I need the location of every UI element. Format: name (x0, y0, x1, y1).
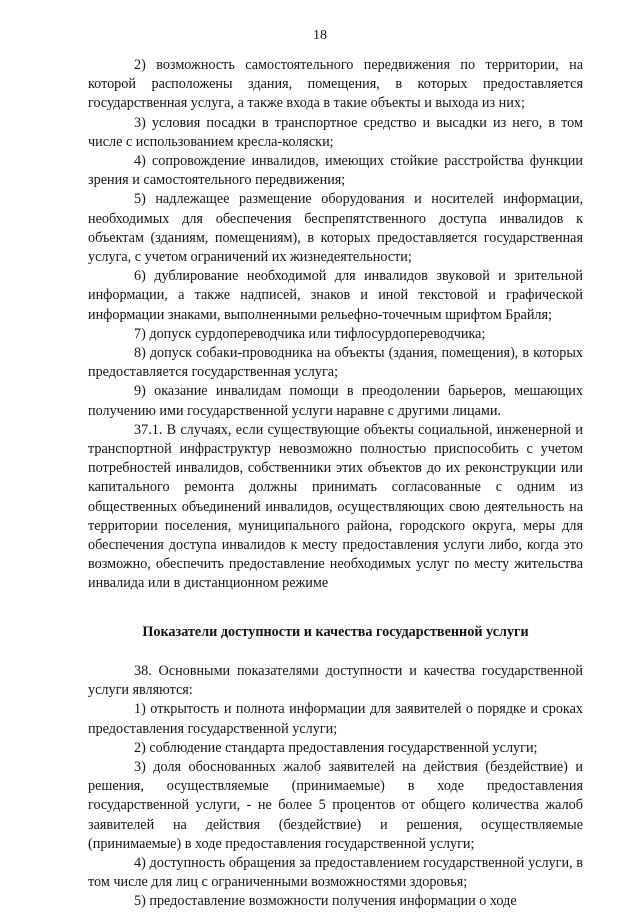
document-body (88, 56, 583, 912)
paragraph-item-9: 9) оказание инвалидам помощи в преодолении барьеров, мешающих получению ими государственной услуги наравне с другими лицами. (88, 383, 583, 419)
paragraph-indicator-3: 3) доля обоснованных жалоб заявителей на действия (бездействие) и решения, осуществляемые (принимаемые) в ходе предоставления государственной услуги, - не более 5 процентов от общего количества жалоб заявителей на действия (бездействие) и решения, осуществляемые (принимаемые) в ходе предоставления государственной услуги; (88, 758, 583, 852)
paragraph-clause-38: 38. Основными показателями доступности и качества государственной услуги являются: (88, 662, 583, 699)
page-number: 18 (313, 28, 327, 43)
paragraph-indicator-2: 2) соблюдение стандарта предоставления государственной услуги; (134, 739, 538, 756)
paragraph-item-3: 3) условия посадки в транспортное средство и высадки из него, в том числе с использованием кресла-коляски; (88, 114, 583, 150)
paragraph-indicator-4: 4) доступность обращения за предоставлением государственной услуги, в том числе для лиц с ограниченными возможностями здоровья; (88, 854, 583, 891)
paragraph-item-8: 8) допуск собаки-проводника на объекты (здания, помещения), в которых предоставляется государственная услуга; (88, 345, 583, 381)
paragraph-item-4: 4) сопровождение инвалидов, имеющих стойкие расстройства функции зрения и самостоятельного передвижения; (88, 153, 583, 189)
paragraph-item-7: 7) допуск сурдопереводчика или тифлосурдопереводчика; (134, 325, 486, 342)
paragraph-item-6: 6) дублирование необходимой для инвалидов звуковой и зрительной информации, а также надписей, знаков и иной текстовой и графической информации знаками, выполненными рельефно-точечным шрифтом Брайля; (88, 268, 583, 323)
paragraph-item-5: 5) надлежащее размещение оборудования и носителей информации, необходимых для обеспечения беспрепятственного доступа инвалидов к объектам (зданиям, помещениям), в которых предоставляется государственная услуга, с учетом ограничений их жизнедеятельности; (88, 191, 583, 266)
paragraph-item-2: 2) возможность самостоятельного передвижения по территории, на которой расположены здания, помещения, в которых предоставляется государственная услуга, а также входа в такие объекты и выхода из них; (88, 57, 583, 112)
paragraph-clause-37-1: 37.1. В случаях, если существующие объекты социальной, инженерной и транспортной инфраструктур невозможно полностью приспособить с учетом потребностей инвалидов, собственники этих объектов до их реконструкции или капитального ремонта должны принимать согласованные с одним из общественных объединений инвалидов, осуществляющих свою деятельность на территории поселения, муниципального района, городского округа, меры для обеспечения доступа инвалидов к месту предоставления услуги либо, когда это возможно, обеспечить предоставление необходимых услуг по месту жительства инвалида или в дистанционном режиме (88, 421, 583, 592)
paragraph-indicator-5: 5) предоставление возможности получения информации о ходе (134, 893, 517, 910)
paragraph-indicator-1: 1) открытость и полнота информации для заявителей о порядке и сроках предоставления государственной услуги; (88, 701, 583, 737)
section-heading: Показатели доступности и качества государственной услуги (142, 623, 529, 640)
